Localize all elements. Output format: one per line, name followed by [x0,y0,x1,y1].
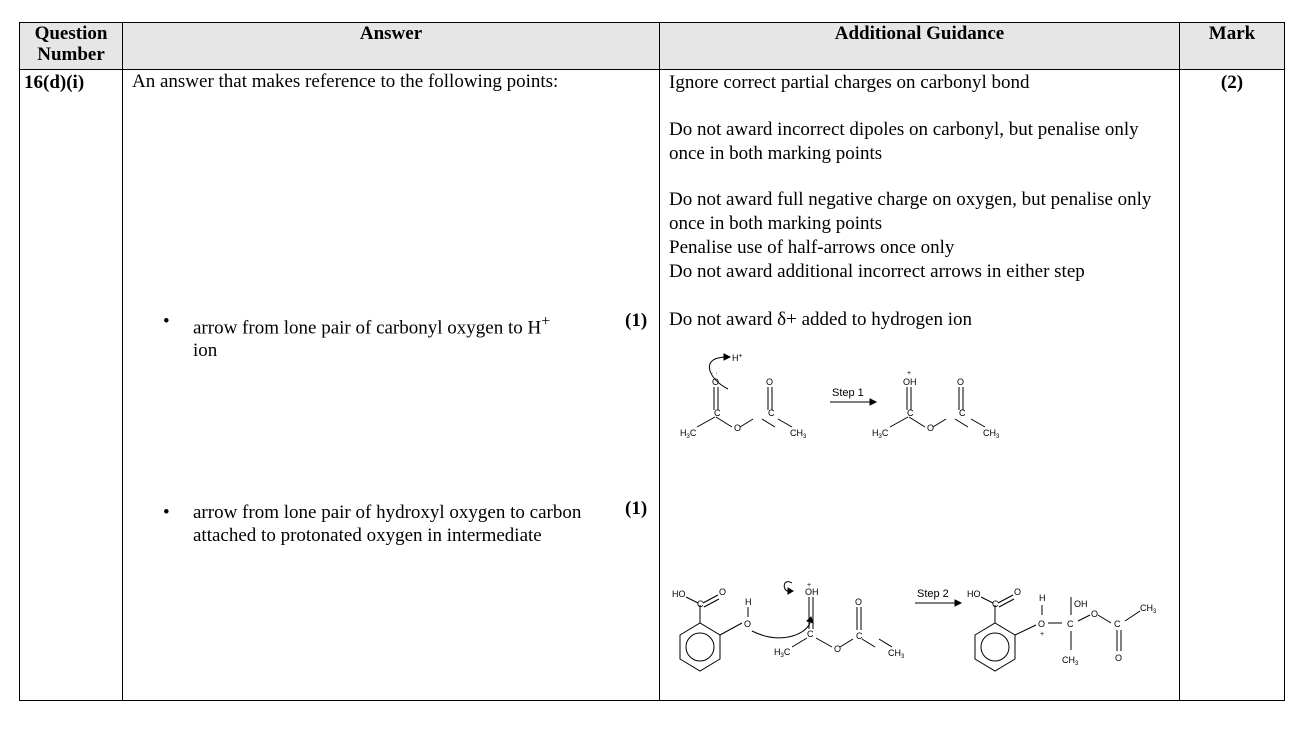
point-1-mark: (1) [625,310,648,331]
guidance-cell [660,70,1180,701]
h-label: H [745,597,752,607]
o-label: O [766,377,774,387]
guidance-3: Do not award full negative charge on oxygen, but penalise only once in both marking points [669,189,1152,234]
svg-text:· ·: · · [711,370,718,377]
ho-label: HO [672,589,686,599]
guidance-4: Penalise use of half-arrows once only [669,237,955,258]
guidance-1: Ignore correct partial charges on carbonyl bond [669,72,1030,93]
answer-cell [123,70,660,701]
point-1-text-after: ion [193,340,218,362]
guidance-5: Do not award additional incorrect arrows in either step [669,261,1085,282]
c-label: C [768,408,775,418]
c-label: C [807,629,814,639]
guidance-2: Do not award incorrect dipoles on carbonyl, but penalise only once in both marking points [669,119,1139,164]
point-2-mark: (1) [625,498,648,519]
answer-point-2 [163,501,583,547]
answer-point-1 [163,310,583,362]
o-label: O [927,423,935,433]
o-label: O [855,597,863,607]
step1-mechanism-diagram [670,352,1030,452]
o-label: O [957,377,965,387]
h3c-label: $H_3C$ [774,647,791,659]
question-number: 16(d)(i) [24,72,85,93]
point-1-sup: + [541,313,551,330]
c-label: C [992,599,999,609]
c-label: C [1114,619,1121,629]
ch3-label: $CH_3$ [983,428,1000,440]
o-label: O [1014,587,1022,597]
h3c-label: $H_3C$ [872,428,889,440]
o-label: O [734,423,742,433]
oh-label: OH [903,377,917,387]
point-2-text: arrow from lone pair of hydroxyl oxygen to carbon attached to protonated oxygen in intermediate [193,502,582,546]
step1-label: Step 1 [832,387,864,399]
header-row [20,23,1285,70]
question-number-cell [20,70,123,701]
ch3-label: $CH_3$ [1140,603,1157,615]
plus-label: + [807,582,812,589]
c-label: C [907,408,914,418]
header-mark: Mark [1180,23,1285,70]
c-label: C [856,631,863,641]
header-answer: Answer [123,23,660,70]
o-label: O [712,377,720,387]
h3c-label: $H_3C$ [680,428,697,440]
c-label: C [959,408,966,418]
oh-label: OH [805,587,819,597]
ho-label: HO [967,589,981,599]
bullet-icon: • [163,311,170,332]
step2-label: Step 2 [917,588,949,600]
o-label: O [719,587,727,597]
o-label: O [1091,609,1099,619]
step2-mechanism-diagram [670,535,1180,685]
h-plus-label: H+ [732,353,743,363]
oh-label: OH [1074,599,1088,609]
header-question-number: Question Number [20,23,123,70]
header-guidance: Additional Guidance [660,23,1180,70]
ch3-label: $CH_3$ [790,428,807,440]
h-label: H [1039,593,1046,603]
c-label: C [1067,619,1074,629]
ch3-label: $CH_3$ [888,648,905,660]
mark-cell [1180,70,1285,701]
o-label: O [744,619,752,629]
c-label: C [714,408,721,418]
answer-intro: An answer that makes reference to the following points: [132,71,559,92]
point-1-text: arrow from lone pair of carbonyl oxygen to H [193,317,542,339]
plus-label: + [907,370,912,377]
total-mark: (2) [1220,72,1244,93]
ch3-label: $CH_3$ [1062,655,1079,667]
o-label: O [834,644,842,654]
c-label: C [697,599,704,609]
o-label: O [1038,619,1046,629]
bullet-icon: • [163,502,170,523]
plus-label: + [1040,631,1045,638]
o-label: O [1115,653,1123,663]
mark-scheme-table [19,22,1285,701]
guidance-6: Do not award δ+ added to hydrogen ion [669,309,973,330]
table-row [20,70,1285,701]
